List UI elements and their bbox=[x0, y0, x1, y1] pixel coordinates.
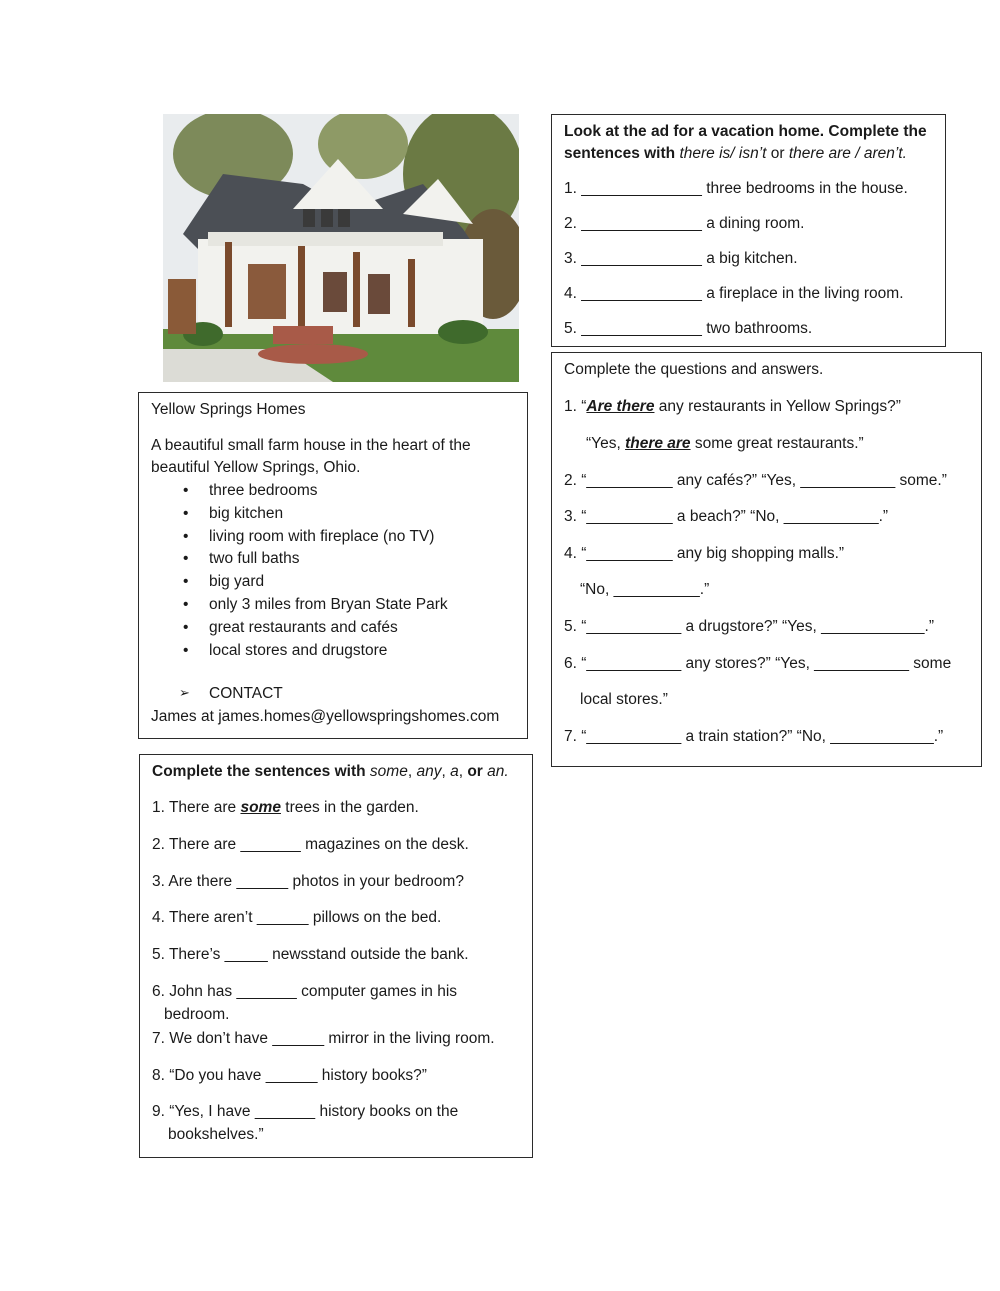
exercise-1-item: 3. ______________ a big kitchen. bbox=[564, 250, 798, 267]
ad-description-line1: A beautiful small farm house in the heart of the bbox=[151, 437, 471, 454]
q1-suffix: any restaurants in Yellow Springs?” bbox=[654, 398, 901, 415]
ad-contact-line: James at james.homes@yellowspringshomes.com bbox=[151, 708, 500, 725]
word-an: an. bbox=[487, 763, 509, 780]
exercise-3-sentence: 6. John has _______ computer games in his bbox=[152, 983, 458, 1000]
exercise-2-answer: “No, __________.” bbox=[580, 581, 710, 598]
exercise-2-answer-1 bbox=[586, 435, 864, 453]
exercise-1-item: 1. ______________ three bedrooms in the house. bbox=[564, 180, 908, 197]
instruction-bold-part: sentences with bbox=[564, 145, 676, 162]
exercise-3-box bbox=[139, 754, 533, 1158]
ad-feature: only 3 miles from Bryan State Park bbox=[209, 596, 448, 613]
exercise-3-instruction: Complete the sentences with some, any, a, or an. bbox=[152, 763, 509, 780]
exercise-1-item: 5. ______________ two bathrooms. bbox=[564, 320, 813, 337]
ad-feature: big yard bbox=[209, 573, 265, 590]
exercise-3-sentence: 9. “Yes, I have _______ history books on the bbox=[152, 1103, 459, 1120]
bullet-icon: • bbox=[183, 619, 189, 636]
exercise-3-sentence-1 bbox=[152, 799, 419, 817]
exercise-1-instruction-line1: Look at the ad for a vacation home. Complete the bbox=[564, 123, 927, 140]
exercise-2-question: 3. “__________ a beach?” “No, ___________.” bbox=[564, 508, 889, 525]
house-photo bbox=[163, 114, 519, 382]
exercise-2-question: 5. “___________ a drugstore?” “Yes, ____________.” bbox=[564, 618, 934, 635]
exercise-2-instruction: Complete the questions and answers. bbox=[564, 361, 824, 378]
ad-title: Yellow Springs Homes bbox=[151, 401, 306, 418]
bullet-icon: • bbox=[183, 642, 189, 659]
exercise-3-sentence: 8. “Do you have ______ history books?” bbox=[152, 1067, 427, 1084]
exercise-3-sentence: 7. We don’t have ______ mirror in the living room. bbox=[152, 1030, 495, 1047]
a1-example-answer: there are bbox=[625, 435, 691, 452]
exercise-1-item: 4. ______________ a fireplace in the living room. bbox=[564, 285, 904, 302]
s1-example-answer: some bbox=[240, 799, 281, 816]
s1-prefix: 1. There are bbox=[152, 799, 241, 816]
bullet-icon: • bbox=[183, 528, 189, 545]
ad-feature: local stores and drugstore bbox=[209, 642, 388, 659]
bullet-icon: • bbox=[183, 550, 189, 567]
ad-feature: three bedrooms bbox=[209, 482, 318, 499]
a1-suffix: some great restaurants.” bbox=[690, 435, 864, 452]
bullet-icon: • bbox=[183, 482, 189, 499]
bullet-icon: • bbox=[183, 573, 189, 590]
bullet-icon: • bbox=[183, 505, 189, 522]
exercise-2-box bbox=[551, 352, 982, 767]
exercise-2-question: 7. “___________ a train station?” “No, ____________.” bbox=[564, 728, 944, 745]
arrow-bullet-icon: ➢ bbox=[179, 685, 190, 700]
ad-feature: great restaurants and cafés bbox=[209, 619, 398, 636]
exercise-3-sentence: 2. There are _______ magazines on the desk. bbox=[152, 836, 469, 853]
s1-suffix: trees in the garden. bbox=[280, 799, 419, 816]
exercise-1-box bbox=[551, 114, 946, 347]
ad-box bbox=[138, 392, 528, 739]
exercise-2-question: 4. “__________ any big shopping malls.” bbox=[564, 545, 845, 562]
word-or: or bbox=[467, 763, 483, 780]
bullet-icon: • bbox=[183, 596, 189, 613]
a1-prefix: “Yes, bbox=[586, 435, 626, 452]
instruction-italic-part2: there are / aren’t. bbox=[788, 145, 907, 162]
exercise-3-sentence: 4. There aren’t ______ pillows on the bed. bbox=[152, 909, 442, 926]
exercise-2-question: 6. “___________ any stores?” “Yes, ___________ some bbox=[564, 655, 952, 672]
exercise-3-sentence-cont: bedroom. bbox=[164, 1006, 230, 1023]
ad-description-line2: beautiful Yellow Springs, Ohio. bbox=[151, 459, 361, 476]
exercise-3-sentence: 5. There’s _____ newsstand outside the bank. bbox=[152, 946, 469, 963]
instruction-or: or bbox=[770, 145, 785, 162]
ad-feature: two full baths bbox=[209, 550, 300, 567]
ad-feature: big kitchen bbox=[209, 505, 284, 522]
exercise-1-item: 2. ______________ a dining room. bbox=[564, 215, 805, 232]
ad-contact-label: CONTACT bbox=[209, 685, 283, 702]
exercise-3-sentence: 3. Are there ______ photos in your bedroom? bbox=[152, 873, 464, 890]
instruction-italic-part1: there is/ isn’t bbox=[679, 145, 767, 162]
q1-example-answer: Are there bbox=[586, 398, 655, 415]
exercise-1-instruction-line2 bbox=[564, 145, 907, 163]
exercise-2-answer: local stores.” bbox=[580, 691, 668, 708]
q1-prefix: 1. “ bbox=[564, 398, 587, 415]
exercise-2-question-1 bbox=[564, 398, 901, 416]
word-a: a bbox=[450, 763, 459, 780]
ad-feature: living room with fireplace (no TV) bbox=[209, 528, 435, 545]
instruction-bold: Complete the sentences with bbox=[152, 763, 366, 780]
exercise-3-sentence-cont: bookshelves.” bbox=[168, 1126, 264, 1143]
exercise-2-question: 2. “__________ any cafés?” “Yes, ___________ some.” bbox=[564, 472, 947, 489]
word-some: some bbox=[369, 763, 408, 780]
word-any: any bbox=[416, 763, 442, 780]
